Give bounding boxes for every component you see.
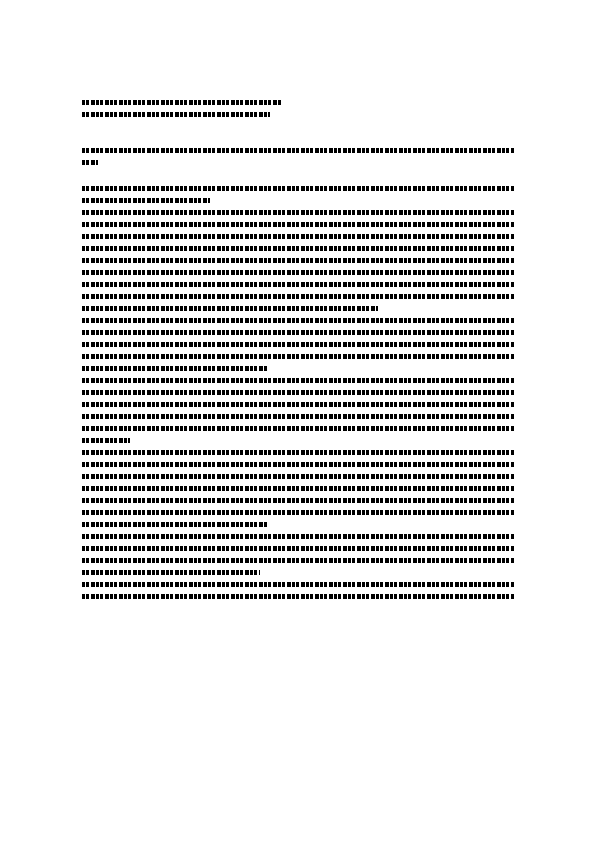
document-body [82,183,514,603]
header-line-2 [82,109,514,121]
title-line-2 [82,157,514,169]
title-line-1 [82,145,514,157]
document-header [82,97,514,121]
document-title [82,145,514,169]
header-line-1 [82,97,514,109]
